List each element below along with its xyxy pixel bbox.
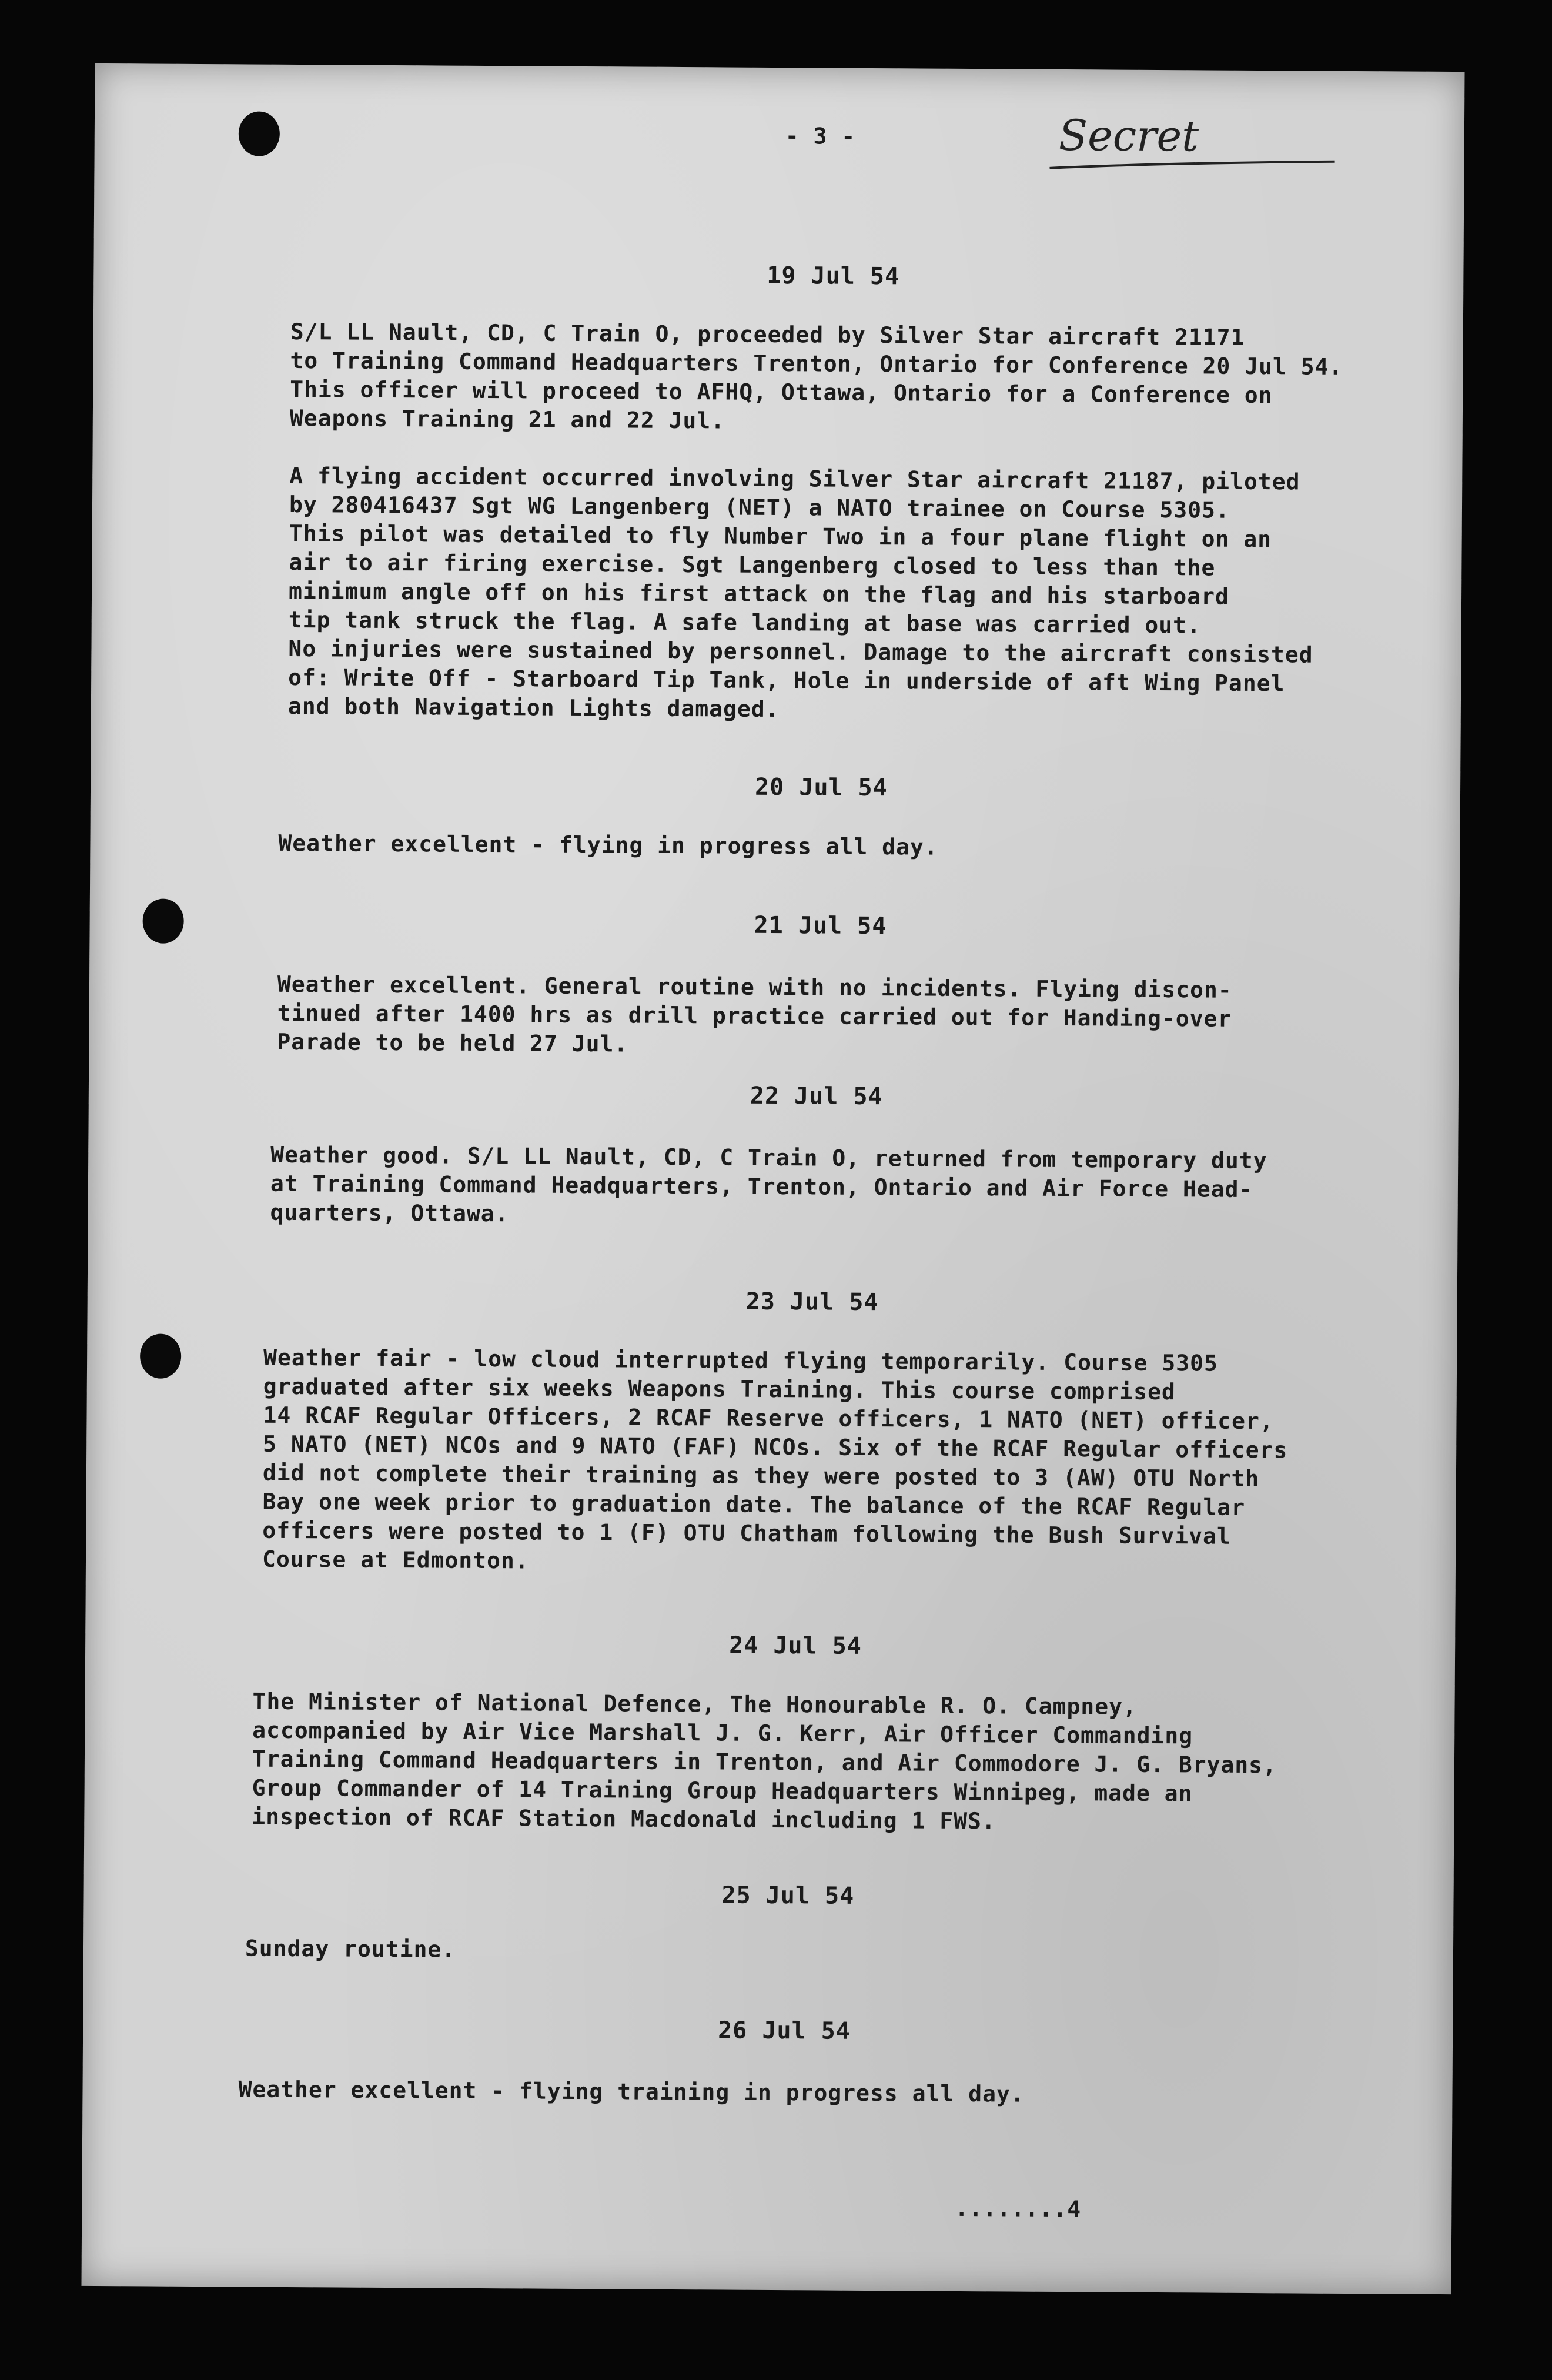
text-line: Weather excellent - flying training in progress all day. xyxy=(238,2076,1025,2107)
text-line: Sunday routine. xyxy=(245,1935,456,1963)
punch-hole-top xyxy=(239,111,280,156)
entry-date-21-jul: 21 Jul 54 xyxy=(754,911,887,940)
text-line: Bay one week prior to graduation date. The balance of the RCAF Regular xyxy=(262,1488,1246,1520)
continuation-marker: ........4 xyxy=(955,2195,1082,2222)
entry-date-25-jul: 25 Jul 54 xyxy=(721,1881,855,1910)
secret-underline xyxy=(1046,158,1340,177)
text-line: to Training Command Headquarters Trenton, Ontario for Conference 20 Jul 54. xyxy=(290,347,1343,380)
text-line: quarters, Ottawa. xyxy=(270,1199,509,1227)
text-line: did not complete their training as they were posted to 3 (AW) OTU North xyxy=(262,1459,1260,1492)
text-line: minimum angle off on his first attack on the flag and his starboard xyxy=(288,577,1230,610)
entry-date-26-jul: 26 Jul 54 xyxy=(718,2017,851,2045)
text-line: accompanied by Air Vice Marshall J. G. Kerr, Air Officer Commanding xyxy=(252,1717,1193,1749)
text-line: S/L LL Nault, CD, C Train O, proceeded by Silver Star aircraft 21171 xyxy=(290,318,1245,350)
text-line: at Training Command Headquarters, Trenton, Ontario and Air Force Head- xyxy=(270,1170,1253,1202)
text-line: by 280416437 Sgt WG Langenberg (NET) a NATO trainee on Course 5305. xyxy=(289,491,1230,523)
entry-date-22-jul: 22 Jul 54 xyxy=(750,1082,883,1111)
text-line: tinued after 1400 hrs as drill practice carried out for Handing-over xyxy=(277,1000,1232,1032)
entry-date-23-jul: 23 Jul 54 xyxy=(745,1288,879,1316)
text-line: of: Write Off - Starboard Tip Tank, Hole in underside of aft Wing Panel xyxy=(288,664,1285,697)
text-line: A flying accident occurred involving Silver Star aircraft 21187, piloted xyxy=(289,462,1300,495)
text-line: officers were posted to 1 (F) OTU Chatham following the Bush Survival xyxy=(262,1517,1232,1549)
punch-hole-middle xyxy=(142,898,183,943)
text-line: air to air firing exercise. Sgt Langenberg closed to less than the xyxy=(289,549,1216,581)
text-line: Course at Edmonton. xyxy=(262,1546,529,1574)
entry-date-19-jul: 19 Jul 54 xyxy=(767,262,900,290)
text-line: Weapons Training 21 and 22 Jul. xyxy=(289,405,725,434)
text-line: graduated after six weeks Weapons Training. This course comprised xyxy=(263,1373,1176,1405)
text-line: inspection of RCAF Station Macdonald including 1 FWS. xyxy=(252,1803,996,1834)
text-line: Group Commander of 14 Training Group Headquarters Winnipeg, made an xyxy=(252,1774,1193,1807)
text-line: 5 NATO (NET) NCOs and 9 NATO (FAF) NCOs. Six of the RCAF Regular officers xyxy=(263,1430,1288,1463)
text-line: This officer will proceed to AFHQ, Ottawa, Ontario for a Conference on xyxy=(290,376,1273,409)
punch-hole-lower xyxy=(140,1333,181,1378)
text-line: The Minister of National Defence, The Honourable R. O. Campney, xyxy=(252,1688,1137,1720)
text-line: This pilot was detailed to fly Number Two in a four plane flight on an xyxy=(289,520,1272,553)
entry-date-24-jul: 24 Jul 54 xyxy=(729,1632,862,1660)
secret-handwritten-mark: Secret xyxy=(1058,110,1199,161)
text-line: tip tank struck the flag. A safe landing at base was carried out. xyxy=(288,606,1201,639)
text-line: Weather excellent. General routine with no incidents. Flying discon- xyxy=(277,971,1232,1003)
text-line: Training Command Headquarters in Trenton, and Air Commodore J. G. Bryans, xyxy=(252,1746,1277,1779)
document-page xyxy=(81,63,1464,2294)
text-line: Weather fair - low cloud interrupted flying temporarily. Course 5305 xyxy=(263,1344,1218,1376)
text-line: Parade to be held 27 Jul. xyxy=(277,1028,628,1057)
text-line: No injuries were sustained by personnel. Damage to the aircraft consisted xyxy=(288,635,1313,668)
text-line: 14 RCAF Regular Officers, 2 RCAF Reserve officers, 1 NATO (NET) officer, xyxy=(263,1402,1274,1435)
text-line: Weather excellent - flying in progress all day. xyxy=(278,830,938,860)
text-line: and both Navigation Lights damaged. xyxy=(287,693,780,723)
text-line: Weather good. S/L LL Nault, CD, C Train O, returned from temporary duty xyxy=(270,1141,1267,1174)
page-number: - 3 - xyxy=(785,123,856,149)
entry-date-20-jul: 20 Jul 54 xyxy=(754,773,888,802)
